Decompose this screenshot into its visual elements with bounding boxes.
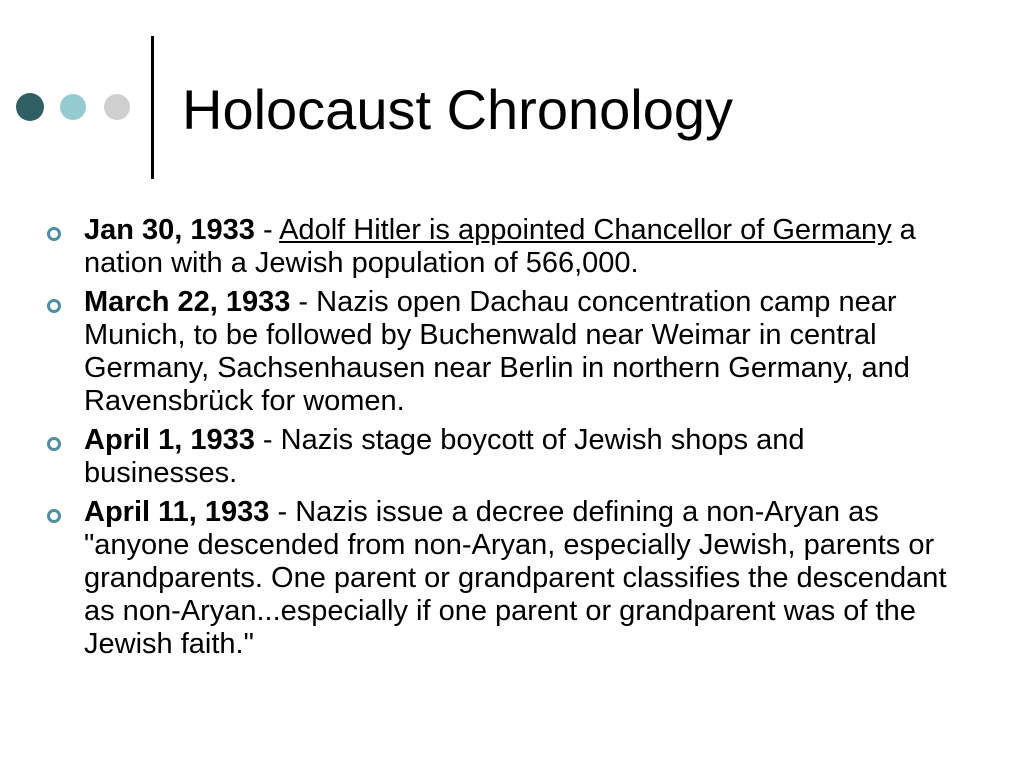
bullet-list <box>40 214 960 667</box>
item-text: Nazis issue a decree defining a non-Aryan as "anyone descended from non-Aryan, especially Jewish, parents or grandparents. One parent or grandparent classifies the descendant as non-Aryan...especially if one parent or grandparent was of the Jewish faith." <box>84 496 947 660</box>
item-separator: - <box>290 286 317 318</box>
ring-bullet-icon <box>47 299 61 313</box>
decorative-dots <box>16 93 136 121</box>
list-item <box>40 286 960 418</box>
list-item <box>40 214 960 280</box>
item-separator: - <box>269 496 296 528</box>
gray-dot-icon <box>104 94 130 120</box>
dark-teal-dot-icon <box>16 93 44 121</box>
ring-bullet-icon <box>47 437 61 451</box>
title-divider <box>151 36 154 179</box>
item-date: March 22, 1933 <box>84 286 291 318</box>
item-separator: - <box>254 214 280 246</box>
item-date: April 1, 1933 <box>84 424 255 456</box>
item-date: April 11, 1933 <box>84 496 270 528</box>
chancellor-link[interactable]: Adolf Hitler is appointed Chancellor of Germany <box>279 214 892 246</box>
light-teal-dot-icon <box>60 94 86 120</box>
item-text: Nazis stage boycott of Jewish shops and businesses. <box>84 424 805 489</box>
ring-bullet-icon <box>47 227 61 241</box>
item-date: Jan 30, 1933 <box>84 214 255 246</box>
list-item <box>40 424 960 490</box>
list-item <box>40 496 960 661</box>
slide-title: Holocaust Chronology <box>182 78 733 141</box>
item-text: a nation with a Jewish population of 566,000. <box>84 214 916 279</box>
ring-bullet-icon <box>47 509 61 523</box>
item-separator: - <box>254 424 281 456</box>
item-text: Nazis open Dachau concentration camp near Munich, to be followed by Buchenwald near Weimar in central Germany, Sachsenhausen near Berlin in northern Germany, and Ravensbrück for women. <box>84 286 910 417</box>
